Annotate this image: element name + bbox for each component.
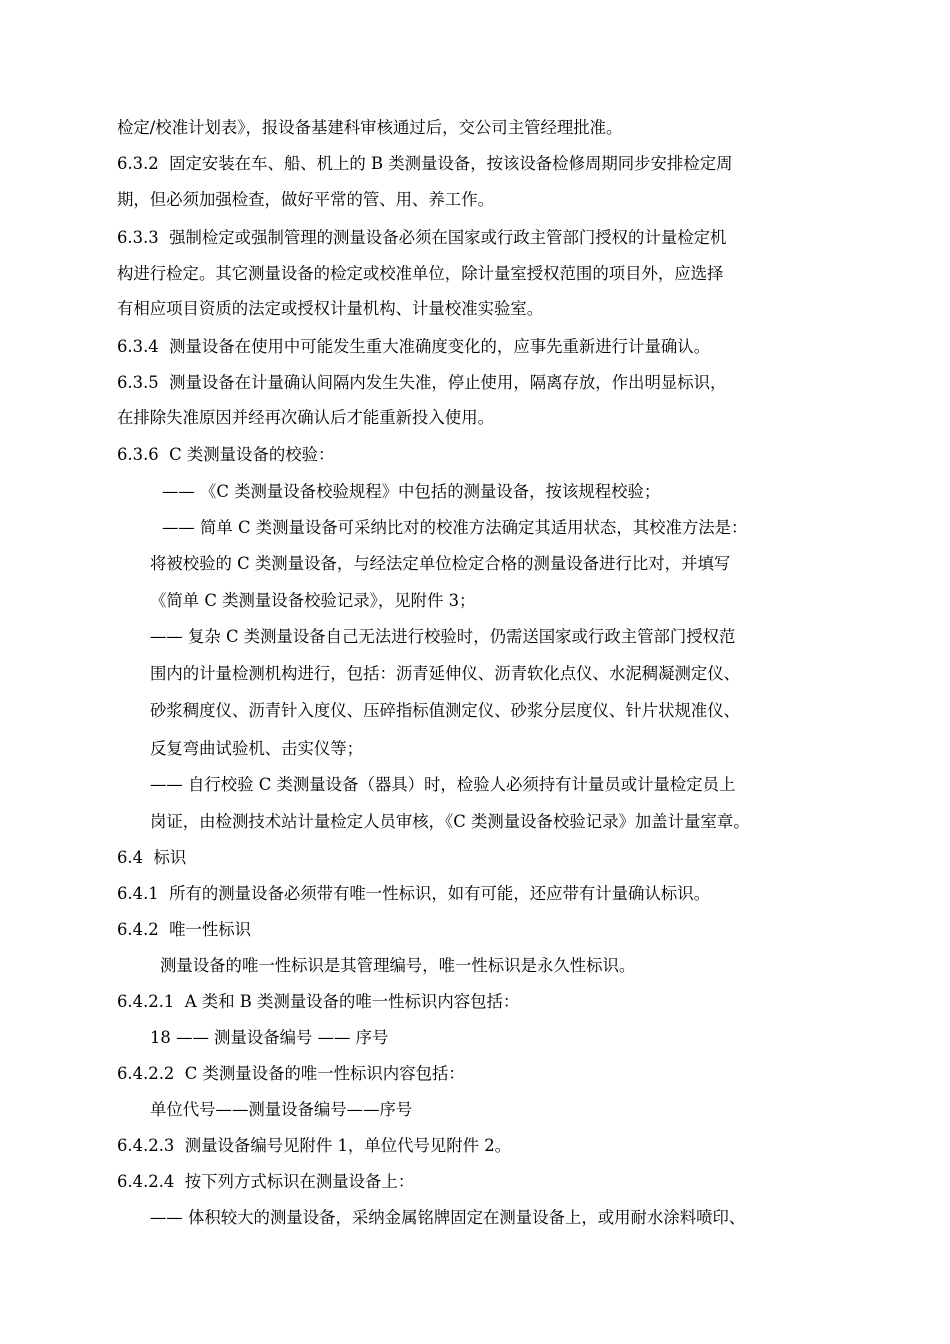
text-line: 将被校验的 C 类测量设备，与经法定单位检定合格的测量设备进行比对，并填写 bbox=[150, 554, 731, 573]
text-line: 6.4.2 唯一性标识 bbox=[117, 920, 252, 939]
text-line: 6.4.2.4 按下列方式标识在测量设备上： bbox=[117, 1172, 415, 1191]
text-line: 有相应项目资质的法定或授权计量机构、计量校准实验室。 bbox=[117, 299, 544, 318]
text-line: 期，但必须加强检查，做好平常的管、用、养工作。 bbox=[117, 190, 494, 209]
text-line: 18 —— 测量设备编号 —— 序号 bbox=[150, 1028, 389, 1047]
text-line: 围内的计量检测机构进行，包括：沥青延伸仪、沥青软化点仪、水泥稠凝测定仪、 bbox=[150, 664, 741, 683]
text-line: —— 自行校验 C 类测量设备（器具）时，检验人必须持有计量员或计量检定员上 bbox=[150, 775, 736, 794]
text-line: 6.3.3 强制检定或强制管理的测量设备必须在国家或行政主管部门授权的计量检定机 bbox=[117, 228, 727, 247]
text-line: 6.3.4 测量设备在使用中可能发生重大准确度变化的，应事先重新进行计量确认。 bbox=[117, 337, 711, 356]
text-line: 反复弯曲试验机、击实仪等； bbox=[150, 739, 364, 758]
text-line: 岗证，由检测技术站计量检定人员审核，《C 类测量设备校验记录》加盖计量室章。 bbox=[150, 812, 750, 831]
text-line: 在排除失准原因并经再次确认后才能重新投入使用。 bbox=[117, 408, 494, 427]
text-line: 6.4.2.2 C 类测量设备的唯一性标识内容包括： bbox=[117, 1064, 465, 1083]
section-heading: 6.4 标识 bbox=[117, 848, 187, 867]
text-line: 构进行检定。其它测量设备的检定或校准单位，除计量室授权范围的项目外，应选择 bbox=[117, 264, 724, 283]
text-line: 6.4.2.3 测量设备编号见附件 1，单位代号见附件 2。 bbox=[117, 1136, 512, 1155]
text-line: 《简单 C 类测量设备校验记录》，见附件 3； bbox=[150, 591, 476, 610]
text-line: 6.3.2 固定安装在车、船、机上的 B 类测量设备，按该设备检修周期同步安排检定周 bbox=[117, 154, 733, 173]
text-line: 6.3.6 C 类测量设备的校验： bbox=[117, 445, 335, 464]
text-line: —— 《C 类测量设备校验规程》中包括的测量设备，按该规程校验； bbox=[162, 482, 661, 501]
text-line: —— 简单 C 类测量设备可采纳比对的校准方法确定其适用状态，其校准方法是： bbox=[162, 518, 748, 537]
text-line: 6.4.2.1 A 类和 B 类测量设备的唯一性标识内容包括： bbox=[117, 992, 520, 1011]
text-line: 6.3.5 测量设备在计量确认间隔内发生失准，停止使用，隔离存放，作出明显标识， bbox=[117, 373, 727, 392]
text-line: 单位代号——测量设备编号——序号 bbox=[150, 1100, 413, 1119]
text-line: —— 复杂 C 类测量设备自己无法进行校验时，仍需送国家或行政主管部门授权范 bbox=[150, 627, 736, 646]
text-line: 6.4.1 所有的测量设备必须带有唯一性标识，如有可能，还应带有计量确认标识。 bbox=[117, 884, 711, 903]
text-line: 测量设备的唯一性标识是其管理编号，唯一性标识是永久性标识。 bbox=[160, 956, 636, 975]
text-line: 检定/校准计划表》，报设备基建科审核通过后，交公司主管经理批准。 bbox=[117, 118, 623, 137]
text-line: 砂浆稠度仪、沥青针入度仪、压碎指标值测定仪、砂浆分层度仪、针片状规准仪、 bbox=[150, 701, 741, 720]
text-line: —— 体积较大的测量设备，采纳金属铭牌固定在测量设备上，或用耐水涂料喷印、 bbox=[150, 1208, 746, 1227]
